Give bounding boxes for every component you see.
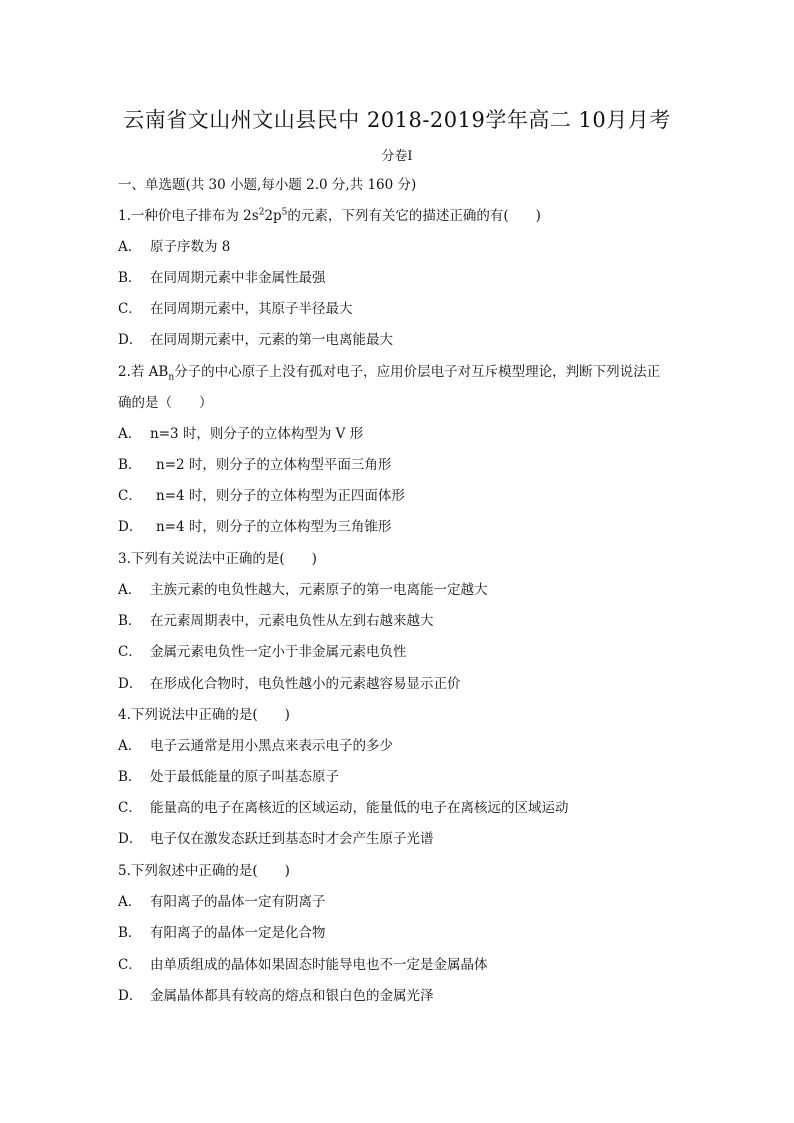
q2-option-a [118,425,363,443]
option-text: 主族元素的电负性越大，元素原子的第一电离能一定越大 [150,582,488,598]
option-letter: A． [118,426,142,442]
option-text: n=4 时，则分子的立体构型为三角锥形 [156,519,392,535]
option-text: 金属元素电负性一定小于非金属元素电负性 [150,644,407,660]
option-letter: D． [118,831,143,847]
q1-stem-mid: 2p [264,208,282,224]
q1-stem-prefix: 1.一种价电子排布为 2s [118,208,259,224]
q1-stem-sup1: 2 [258,207,265,218]
q2-option-d [118,518,391,536]
q5-option-a [118,893,326,911]
question-3-stem: 3.下列有关说法中正确的是( ) [118,551,317,567]
option-text: 在同周期元素中，元素的第一电离能最大 [150,332,393,348]
q1-option-d [118,331,393,349]
option-text: 处于最低能量的原子叫基态原子 [150,769,339,785]
q1-stem-suffix: 的元素，下列有关它的描述正确的有( ) [287,208,541,224]
question-5-stem: 5.下列叙述中正确的是( ) [118,863,290,879]
option-letter: B． [118,270,142,286]
question-4-stem: 4.下列说法中正确的是( ) [118,707,290,723]
q4-option-d [118,830,434,848]
q2-stem-suffix: 分子的中心原子上没有孤对电子，应用价层电子对互斥模型理论，判断下列说法正 [174,364,661,380]
option-text: 电子仅在激发态跃迁到基态时才会产生原子光谱 [150,831,434,847]
option-text: 在形成化合物时，电负性越小的元素越容易显示正价 [150,676,461,692]
q1-option-a [118,238,230,256]
q3-option-d [118,675,461,693]
q3-option-c [118,643,407,661]
option-text: n=4 时，则分子的立体构型为正四面体形 [156,488,405,504]
section-subtitle: 分卷I [381,149,413,164]
exam-title: 云南省文山州文山县民中 2018-2019学年高二 10月月考 [123,108,671,132]
q2-option-c [118,487,405,505]
q1-option-c [118,300,353,318]
q1-stem-sup2: 5 [281,207,288,218]
option-text: n=3 时，则分子的立体构型为 V 形 [150,426,364,442]
q2-stem-prefix: 2.若 AB [118,364,169,380]
q4-option-b [118,768,339,786]
option-letter: C． [118,800,142,816]
option-letter: D． [118,519,143,535]
q5-option-c [118,956,488,974]
q5-option-b [118,924,326,942]
option-letter: B． [118,925,142,941]
option-text: 原子序数为 8 [150,239,231,255]
option-text: 能量高的电子在离核近的区域运动，能量低的电子在离核远的区域运动 [150,800,569,816]
option-text: n=2 时，则分子的立体构型平面三角形 [156,457,392,473]
option-letter: B． [118,613,142,629]
q5-option-d [118,987,434,1005]
option-letter: C． [118,644,142,660]
question-2-stem-line2: 确的是（ ） [118,395,213,411]
option-letter: D． [118,332,143,348]
option-letter: A． [118,894,142,910]
q3-option-b [118,612,434,630]
question-2-stem [118,363,660,381]
option-letter: C． [118,957,142,973]
option-letter: A． [118,582,142,598]
option-letter: B． [118,769,142,785]
option-letter: B． [118,457,142,473]
q2-stem-sub: n [168,372,175,383]
option-text: 电子云通常是用小黑点来表示电子的多少 [150,738,393,754]
option-text: 金属晶体都具有较高的熔点和银白色的金属光泽 [150,988,434,1004]
option-text: 在元素周期表中，元素电负性从左到右越来越大 [150,613,434,629]
option-text: 有阳离子的晶体一定有阴离子 [150,894,326,910]
question-1-stem [118,207,541,225]
option-letter: A． [118,738,142,754]
q4-option-a [118,737,393,755]
option-letter: C． [118,301,142,317]
section-header: 一、单选题(共 30 小题,每小题 2.0 分,共 160 分) [118,177,417,193]
q1-option-b [118,269,326,287]
option-letter: D． [118,676,143,692]
option-letter: D． [118,988,143,1004]
option-text: 在同周期元素中，其原子半径最大 [150,301,353,317]
q3-option-a [118,581,488,599]
option-letter: C． [118,488,142,504]
q4-option-c [118,799,569,817]
option-text: 由单质组成的晶体如果固态时能导电也不一定是金属晶体 [150,957,488,973]
option-text: 有阳离子的晶体一定是化合物 [150,925,326,941]
q2-option-b [118,456,391,474]
option-text: 在同周期元素中非金属性最强 [150,270,326,286]
option-letter: A． [118,239,142,255]
